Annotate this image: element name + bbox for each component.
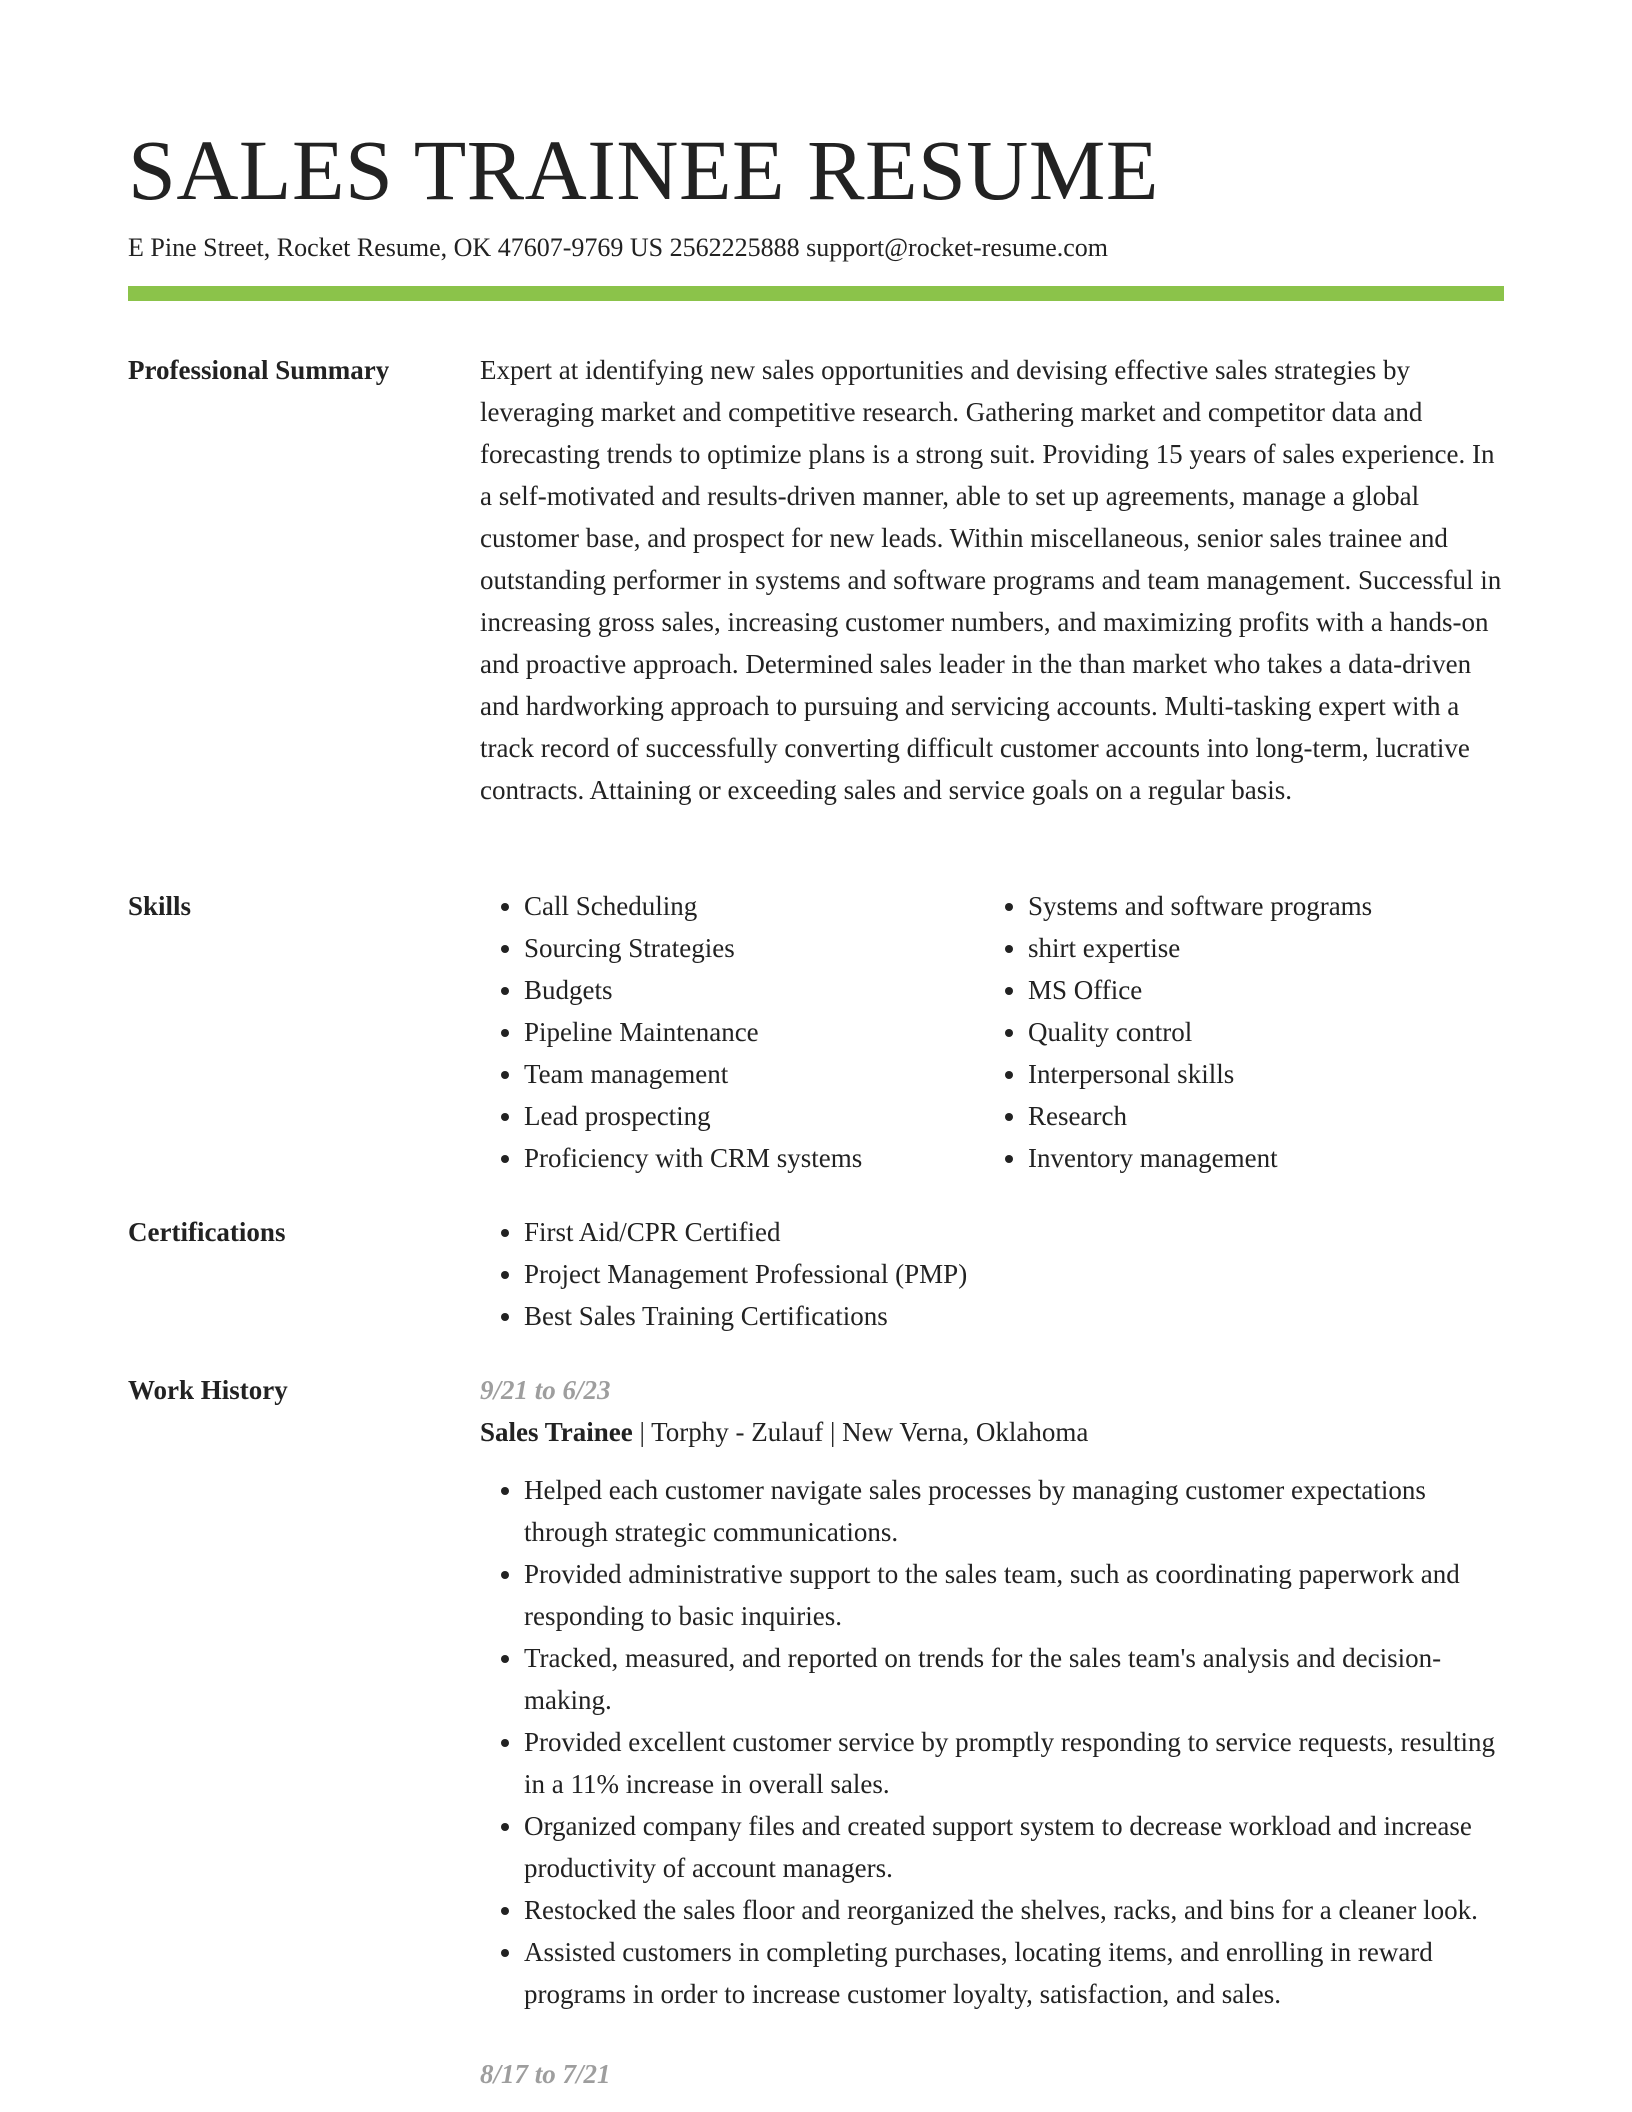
skill-item: • Systems and software programs <box>1028 885 1548 927</box>
work-history-heading: Work History <box>128 1375 288 1405</box>
summary-body <box>480 349 1504 811</box>
skill-item: • Sourcing Strategies <box>524 927 984 969</box>
job-title: Sales Trainee <box>480 1417 633 1447</box>
skill-item: • Team management <box>524 1053 984 1095</box>
job-bullet: • Helped each customer navigate sales processes by managing customer expectations through strategic communications. <box>524 1469 1504 1553</box>
certification-item: • Project Management Professional (PMP) <box>524 1253 1504 1295</box>
contact-line: E Pine Street, Rocket Resume, OK 47607-9769 US 2562225888 support@rocket-resume.com <box>128 233 1109 262</box>
accent-divider <box>128 286 1504 301</box>
skills-list-right <box>984 885 1548 1179</box>
skill-item: • Inventory management <box>1028 1137 1548 1179</box>
skill-item: • MS Office <box>1028 969 1548 1011</box>
skill-item: • Quality control <box>1028 1011 1548 1053</box>
certifications-heading: Certifications <box>128 1217 286 1247</box>
work-history-body <box>480 1369 1504 2095</box>
skills-heading: Skills <box>128 891 192 921</box>
job-entry <box>480 2053 1504 2095</box>
summary-text: Expert at identifying new sales opportunities and devising effective sales strategies by leveraging market and competitive research. Gathering market and competitor data and forecasting trends to optimize plans is a strong suit. Providing 15 years of sales experience. In a self-motivated and results-driven manner, able to set up agreements, manage a global customer base, and prospect for new leads. Within miscellaneous, senior sales trainee and outstanding performer in systems and software programs and team management. Successful in increasing gross sales, increasing customer numbers, and maximizing profits with a hands-on and proactive approach. Determined sales leader in the than market who takes a data-driven and hardworking approach to pursuing and servicing accounts. Multi-tasking expert with a track record of successfully converting difficult customer accounts into long-term, lucrative contracts. Attaining or exceeding sales and service goals on a regular basis. <box>480 355 1502 805</box>
job-dates: 9/21 to 6/23 <box>480 1375 611 1405</box>
job-heading <box>480 1411 1504 1453</box>
job-dates: 8/17 to 7/21 <box>480 2059 611 2089</box>
skill-item: • Budgets <box>524 969 984 1011</box>
skill-item: • Pipeline Maintenance <box>524 1011 984 1053</box>
job-bullets <box>480 1469 1504 2015</box>
job-bullet: • Tracked, measured, and reported on trends for the sales team's analysis and decision-making. <box>524 1637 1504 1721</box>
certifications-body <box>480 1211 1504 1337</box>
job-bullet: • Restocked the sales floor and reorganized the shelves, racks, and bins for a cleaner look. <box>524 1889 1504 1931</box>
certification-item: • Best Sales Training Certifications <box>524 1295 1504 1337</box>
skill-item: • Call Scheduling <box>524 885 984 927</box>
skill-item: • Research <box>1028 1095 1548 1137</box>
job-bullet: • Provided administrative support to the sales team, such as coordinating paperwork and responding to basic inquiries. <box>524 1553 1504 1637</box>
certifications-list <box>480 1211 1504 1337</box>
skills-list-left <box>480 885 984 1179</box>
job-details: | Torphy - Zulauf | New Verna, Oklahoma <box>632 1417 1089 1447</box>
job-bullet: • Assisted customers in completing purchases, locating items, and enrolling in reward programs in order to increase customer loyalty, satisfaction, and sales. <box>524 1931 1504 2015</box>
skills-body <box>480 885 1504 1179</box>
job-bullet: • Provided excellent customer service by promptly responding to service requests, resulting in a 11% increase in overall sales. <box>524 1721 1504 1805</box>
skill-item: • Interpersonal skills <box>1028 1053 1548 1095</box>
summary-heading: Professional Summary <box>128 355 390 385</box>
job-bullet: • Organized company files and created support system to decrease workload and increase productivity of account managers. <box>524 1805 1504 1889</box>
certification-item: • First Aid/CPR Certified <box>524 1211 1504 1253</box>
skill-item: • Lead prospecting <box>524 1095 984 1137</box>
job-entry <box>480 1369 1504 2015</box>
skill-item: • shirt expertise <box>1028 927 1548 969</box>
skill-item: • Proficiency with CRM systems <box>524 1137 984 1179</box>
resume-title: SALES TRAINEE RESUME <box>128 122 1159 218</box>
